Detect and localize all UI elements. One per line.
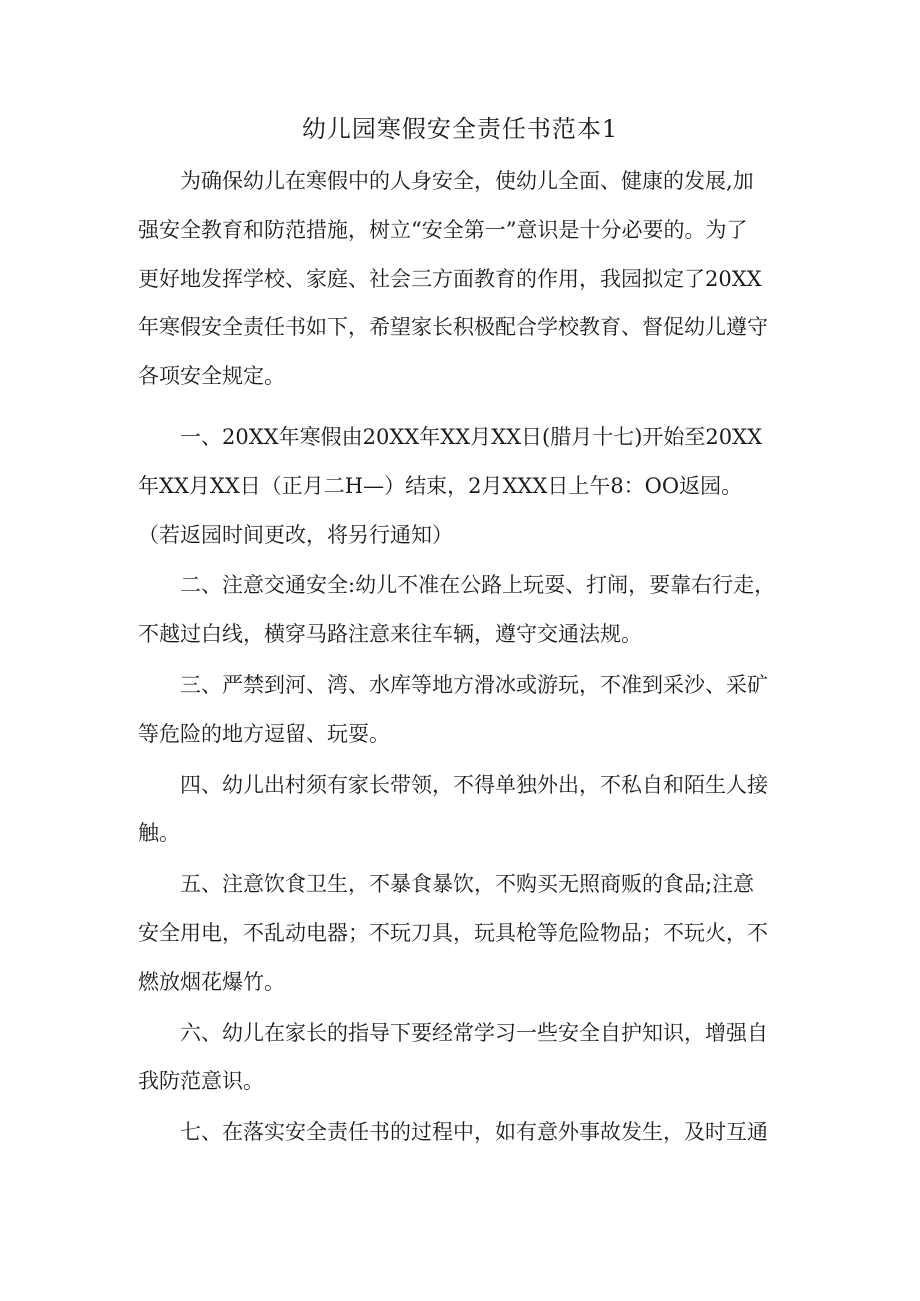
paragraph-item-3 <box>138 661 786 759</box>
paragraph-line: 六、幼儿在家长的指导下要经常学习一些安全自护知识，增强自 <box>180 1020 768 1045</box>
paragraph-line: 触。 <box>138 821 180 846</box>
paragraph-item-7 <box>138 1108 786 1157</box>
paragraph-line: 五、注意饮食卫生，不暴食暴饮，不购买无照商贩的食品;注意 <box>180 872 755 897</box>
paragraph-line: 等危险的地方逗留、玩耍。 <box>138 721 390 746</box>
paragraph-item-1 <box>138 413 786 559</box>
paragraph-line: 七、在落实安全责任书的过程中，如有意外事故发生，及时互通 <box>180 1120 768 1145</box>
document-title: 幼儿园寒假安全责任书范本1 <box>301 115 619 143</box>
paragraph-line: 我防范意识。 <box>138 1069 264 1094</box>
paragraph-line: 二、注意交通安全:幼儿不准在公路上玩耍、打闹，要靠右行走， <box>180 573 776 598</box>
paragraph-item-4 <box>138 761 786 859</box>
paragraph-line: 更好地发挥学校、家庭、社会三方面教育的作用，我园拟定了20XX <box>138 266 762 291</box>
paragraph-line: 年寒假安全责任书如下，希望家长积极配合学校教育、督促幼儿遵守 <box>138 315 768 340</box>
paragraph-line: 一、20XX年寒假由20XX年XX月XX日(腊月十七)开始至20XX <box>180 424 763 449</box>
paragraph-line: 为确保幼儿在寒假中的人身安全，使幼儿全面、健康的发展,加 <box>180 169 754 193</box>
paragraph-intro <box>138 157 786 401</box>
paragraph-line: 年XX月XX日（正月二H—）结束，2月XXX日上午8：OO返园。 <box>138 473 743 498</box>
paragraph-line: 四、幼儿出村须有家长带领，不得单独外出，不私自和陌生人接 <box>180 772 768 797</box>
paragraph-line: 各项安全规定。 <box>138 364 285 389</box>
paragraph-line: 三、严禁到河、湾、水库等地方滑冰或游玩，不准到采沙、采矿 <box>180 672 768 697</box>
paragraph-line: （若返园时间更改，将另行通知） <box>138 522 453 547</box>
paragraph-line: 强安全教育和防范措施，树立“安全第一”意识是十分必要的。为了 <box>138 217 748 242</box>
paragraph-line: 燃放烟花爆竹。 <box>138 969 285 994</box>
paragraph-item-5 <box>138 860 786 1006</box>
paragraph-item-6 <box>138 1009 786 1107</box>
paragraph-line: 安全用电，不乱动电器；不玩刀具，玩具枪等危险物品；不玩火，不 <box>138 920 768 945</box>
paragraph-item-2 <box>138 561 786 659</box>
document-body <box>138 157 786 1157</box>
paragraph-line: 不越过白线，横穿马路注意来往车辆，遵守交通法规。 <box>138 622 642 647</box>
